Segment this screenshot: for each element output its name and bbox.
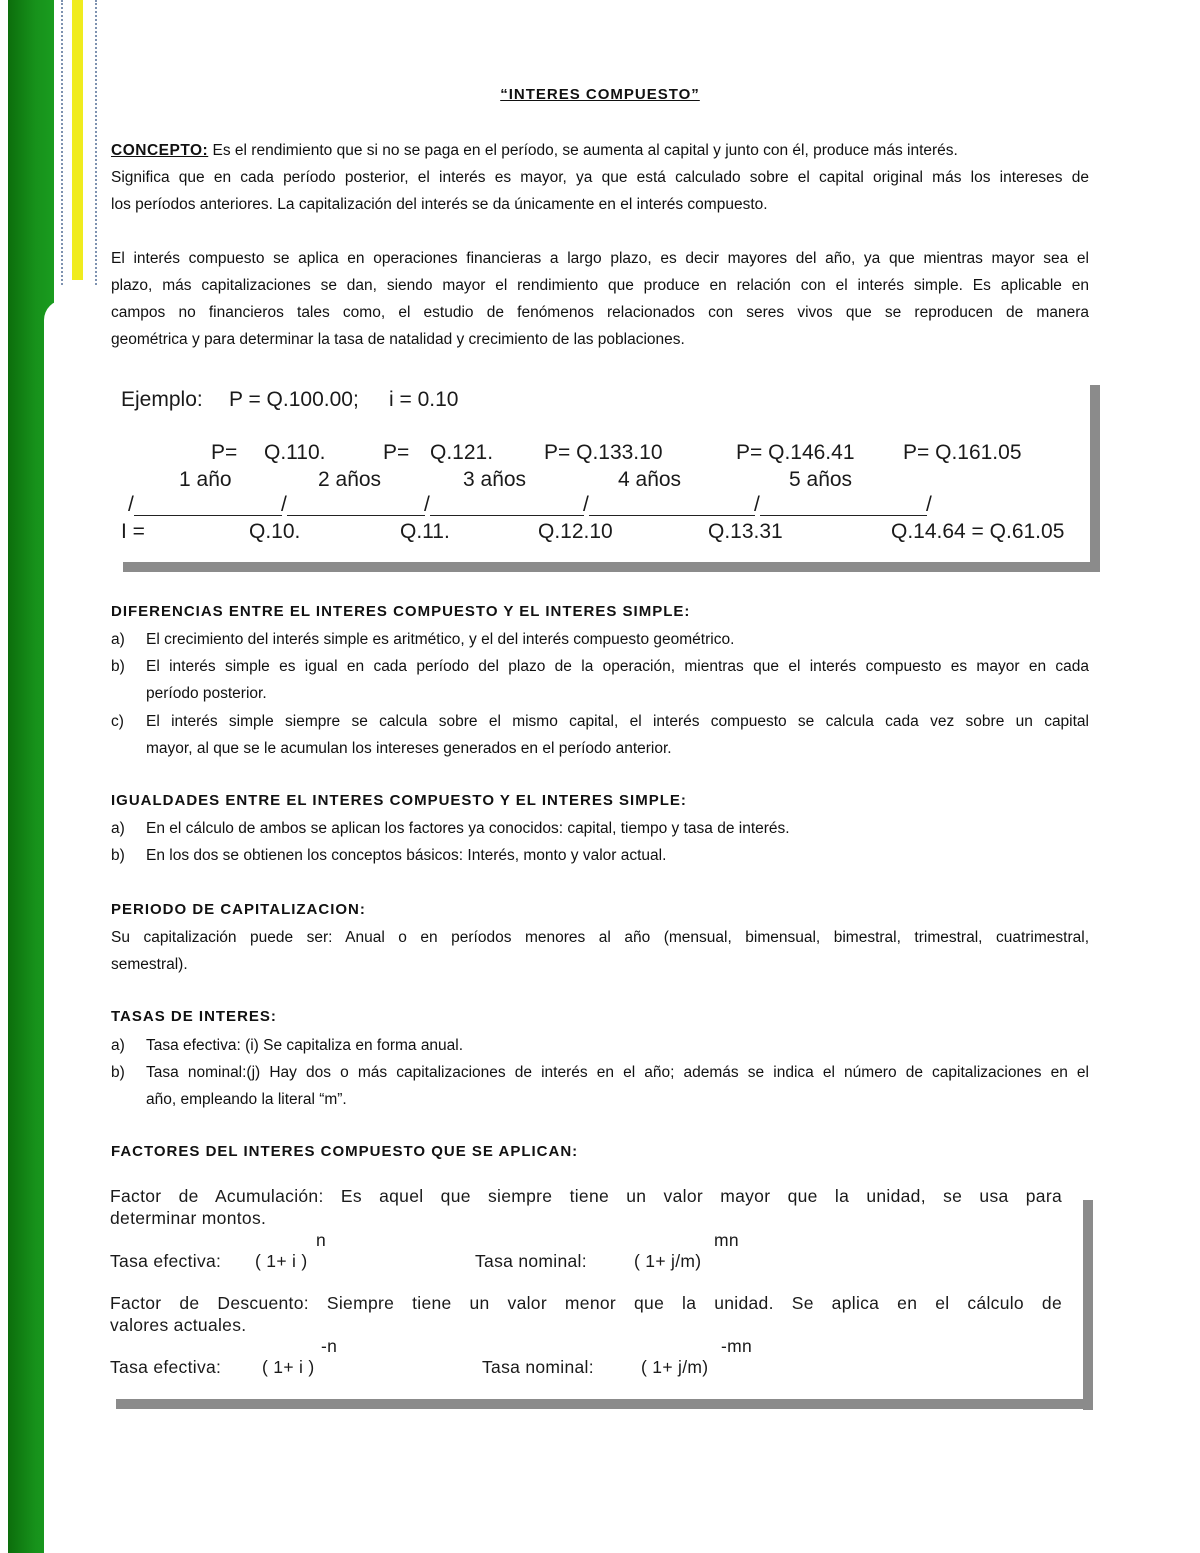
igualdades-heading: IGUALDADES ENTRE EL INTERES COMPUESTO Y EL INTERES SIMPLE:	[111, 792, 687, 809]
exponent: -mn	[721, 1336, 753, 1356]
example-label: Ejemplo:	[121, 388, 203, 411]
list-item-label: b)	[111, 1064, 125, 1081]
timeline-tick: /	[281, 493, 287, 516]
example-year: 5 años	[789, 468, 853, 491]
aplicacion-line: El interés compuesto se aplica en operaciones financieras a largo plazo, es decir mayores del año, ya que mientras mayor sea el	[111, 250, 1089, 267]
aplicacion-line: campos no financieros tales como, el estudio de fenómenos relacionados con seres vivos que se reproducen de manera	[111, 304, 1089, 321]
concepto-line: los períodos anteriores. La capitalización del interés se da únicamente en el interés compuesto.	[111, 196, 768, 213]
decorative-yellow-bar	[72, 0, 83, 280]
diferencias-heading: DIFERENCIAS ENTRE EL INTERES COMPUESTO Y EL INTERES SIMPLE:	[111, 603, 691, 620]
example-p3: P= Q.133.10	[544, 441, 663, 464]
example-year: 1 año	[179, 468, 232, 491]
list-item-label: b)	[111, 847, 125, 864]
exponent: mn	[714, 1230, 739, 1250]
timeline-tick: /	[583, 493, 589, 516]
timeline-segment	[430, 515, 584, 516]
factors-box-shadow	[1083, 1200, 1093, 1410]
example-interest-total: Q.14.64 = Q.61.05	[891, 520, 1065, 543]
list-item-text: Tasa efectiva: (i) Se capitaliza en forma anual.	[146, 1037, 464, 1054]
formula: ( 1+ i )	[262, 1357, 315, 1377]
example-p4: P= Q.146.41	[736, 441, 855, 464]
list-item-text: El interés simple siempre se calcula sobre el mismo capital, el interés compuesto se calcula cada vez sobre un capital	[146, 713, 1089, 730]
list-item-text: año, empleando la literal “m”.	[146, 1091, 347, 1108]
list-item-label: b)	[111, 658, 125, 675]
list-item	[111, 1032, 1089, 1059]
acumulacion-line: Factor de Acumulación: Es aquel que siempre tiene un valor mayor que la unidad, se usa para	[110, 1186, 1062, 1206]
tasas-heading: TASAS DE INTERES:	[111, 1008, 277, 1025]
example-p1-value: Q.110.	[264, 441, 326, 464]
example-interest: Q.12.10	[538, 520, 613, 543]
timeline-segment	[589, 515, 755, 516]
example-interest: Q.10.	[249, 520, 301, 543]
formula: ( 1+ j/m)	[641, 1357, 709, 1377]
list-item	[111, 1059, 1089, 1113]
list-item	[111, 626, 1089, 653]
exponent: n	[316, 1230, 327, 1250]
tasa-nominal-label: Tasa nominal:	[475, 1251, 587, 1271]
example-interest-label: I =	[121, 520, 145, 543]
aplicacion-line: plazo, más capitalizaciones se dan, siendo mayor el rendimiento que produce en relación con el interés simple. Es aplicable en	[111, 277, 1089, 294]
decorative-dotted-line	[95, 0, 97, 285]
aplicacion-paragraph	[111, 245, 1089, 353]
list-item-text: período posterior.	[146, 685, 267, 702]
periodo-heading: PERIODO DE CAPITALIZACION:	[111, 901, 366, 918]
list-item-text: mayor, al que se le acumulan los intereses generados en el período anterior.	[146, 740, 672, 757]
example-p5: P= Q.161.05	[903, 441, 1022, 464]
list-item	[111, 842, 1089, 869]
concepto-line: Significa que en cada período posterior, el interés es mayor, ya que está calculado sobre el capital original más los intereses de	[111, 169, 1089, 186]
factores-heading: FACTORES DEL INTERES COMPUESTO QUE SE APLICAN:	[111, 1143, 579, 1160]
timeline-tick: /	[424, 493, 430, 516]
list-item-text: En el cálculo de ambos se aplican los factores ya conocidos: capital, tiempo y tasa de interés.	[146, 820, 790, 837]
example-p2-label: P=	[383, 441, 410, 464]
list-item-text: En los dos se obtienen los conceptos básicos: Interés, monto y valor actual.	[146, 847, 667, 864]
periodo-line: semestral).	[111, 956, 188, 973]
formula: ( 1+ i )	[255, 1251, 308, 1271]
timeline-tick: /	[926, 493, 932, 516]
aplicacion-line: geométrica y para determinar la tasa de natalidad y crecimiento de las poblaciones.	[111, 331, 685, 348]
list-item	[111, 708, 1089, 762]
decorative-dotted-line	[61, 0, 63, 285]
concepto-paragraph	[111, 137, 1089, 218]
exponent: -n	[321, 1336, 338, 1356]
list-item	[111, 653, 1089, 707]
list-item-label: a)	[111, 1037, 125, 1054]
periodo-line: Su capitalización puede ser: Anual o en períodos menores al año (mensual, bimensual, bimestral, trimestral, cuatrimestral,	[111, 929, 1089, 946]
timeline-segment	[134, 515, 282, 516]
list-item	[111, 815, 1089, 842]
decorative-notch	[44, 300, 64, 1553]
example-year: 3 años	[463, 468, 527, 491]
list-item-label: a)	[111, 820, 125, 837]
tasa-efectiva-label: Tasa efectiva:	[110, 1251, 222, 1271]
list-item-text: El crecimiento del interés simple es aritmético, y el del interés compuesto geométrico.	[146, 631, 735, 648]
example-box-shadow	[123, 562, 1100, 572]
descuento-line: valores actuales.	[110, 1315, 247, 1335]
periodo-paragraph	[111, 924, 1089, 978]
example-p1-label: P=	[211, 441, 238, 464]
tasa-nominal-label: Tasa nominal:	[482, 1357, 594, 1377]
concepto-label: CONCEPTO:	[111, 142, 209, 159]
example-interest: Q.11.	[400, 520, 450, 543]
timeline-segment	[760, 515, 927, 516]
descuento-line: Factor de Descuento: Siempre tiene un valor menor que la unidad. Se aplica en el cálculo de	[110, 1293, 1062, 1313]
example-p2-value: Q.121.	[430, 441, 494, 464]
example-box-shadow	[1090, 385, 1100, 572]
factors-box-shadow	[116, 1399, 1093, 1409]
example-principal: P = Q.100.00;	[229, 388, 359, 411]
page-title: “INTERES COMPUESTO”	[500, 86, 700, 103]
formula: ( 1+ j/m)	[634, 1251, 702, 1271]
timeline-tick: /	[128, 493, 134, 516]
example-rate: i = 0.10	[389, 388, 459, 411]
timeline-tick: /	[754, 493, 760, 516]
list-item-label: a)	[111, 631, 125, 648]
tasa-efectiva-label: Tasa efectiva:	[110, 1357, 222, 1377]
acumulacion-line: determinar montos.	[110, 1208, 267, 1228]
example-year: 2 años	[318, 468, 382, 491]
list-item-text: El interés simple es igual en cada período del plazo de la operación, mientras que el interés compuesto es mayor en cada	[146, 658, 1089, 675]
example-year: 4 años	[618, 468, 682, 491]
example-interest: Q.13.31	[708, 520, 783, 543]
concepto-line: Es el rendimiento que si no se paga en el período, se aumenta al capital y junto con él, produce más interés.	[208, 142, 958, 159]
list-item-text: Tasa nominal:(j) Hay dos o más capitalizaciones de interés en el año; además se indica el número de capitalizaciones en el	[146, 1064, 1089, 1081]
list-item-label: c)	[111, 713, 124, 730]
timeline-segment	[287, 515, 425, 516]
